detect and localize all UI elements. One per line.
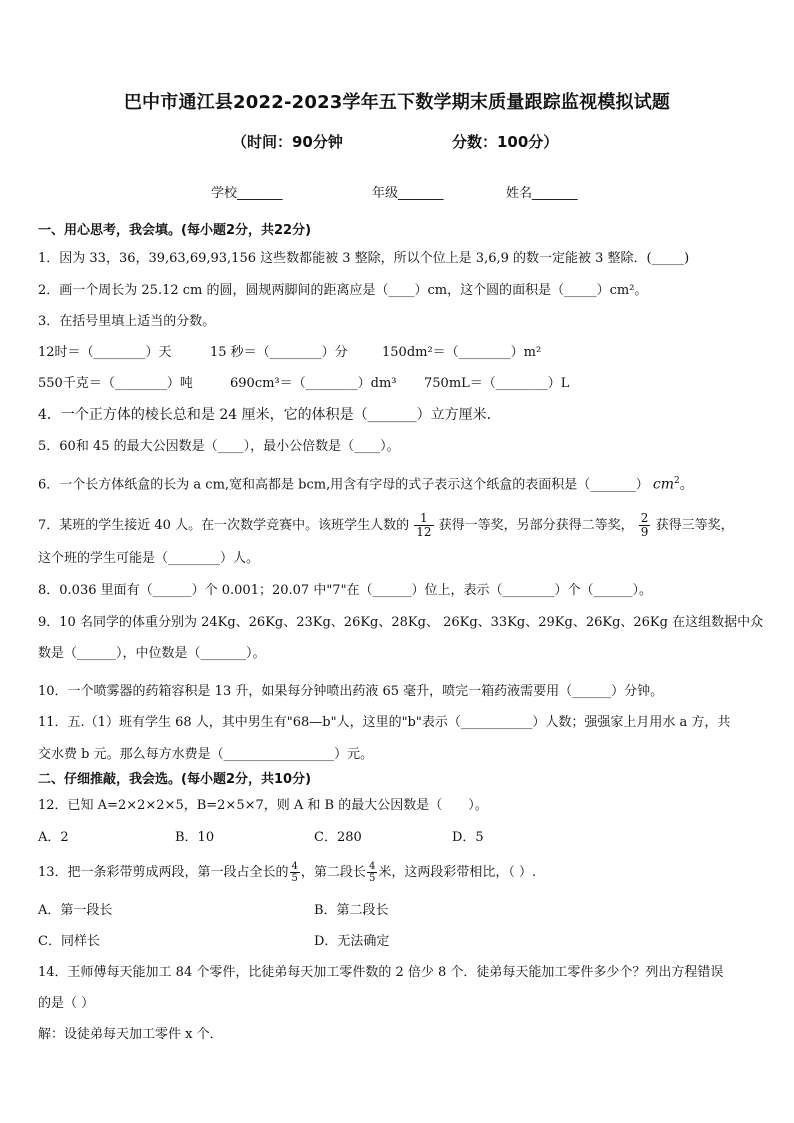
question-7-line-2: 这个班的学生可能是（________）人。 [38, 551, 260, 566]
exam-time: （时间：90分钟 [232, 133, 343, 151]
question-12-option-d: D．5 [452, 830, 484, 845]
question-4: 4．一个正方体的棱长总和是 24 厘米，它的体积是（_______）立方厘米. [38, 407, 492, 423]
question-7-part-3: 获得三等奖， [655, 518, 734, 533]
fraction-denominator: 5 [291, 873, 298, 884]
question-12-option-b: B．10 [175, 830, 215, 845]
question-3-e: 690cm³＝（________）dm³ [230, 376, 397, 391]
question-3-d: 550千克＝（________）吨 [38, 376, 193, 391]
question-13-fraction-1 [290, 861, 300, 884]
question-13-part-1: 13．把一条彩带剪成两段，第一段占全长的 [38, 865, 289, 880]
fraction-denominator: 12 [416, 525, 432, 539]
question-3-stem: 3．在括号里填上适当的分数。 [38, 314, 216, 329]
question-1: 1．因为 33，36，39,63,69,93,156 这些数都能被 3 整除，所以个位上是 3,6,9 的数一定能被 3 整除．(_____) [38, 251, 690, 266]
question-10: 10．一个喷雾器的药箱容积是 13 升，如果每分钟喷出药液 65 毫升，喷完一箱药液需要用（______）分钟。 [38, 684, 664, 699]
question-7-part-2: 获得一等奖，另部分获得二等奖， [438, 518, 634, 533]
question-13-option-d: D．无法确定 [314, 934, 390, 949]
question-14-line-1: 14．王师傅每天能加工 84 个零件，比徒弟每天加工零件数的 2 倍少 8 个．徒弟每天能加工零件多少个？列出方程错误 [38, 965, 724, 980]
fraction-denominator: 5 [368, 873, 376, 884]
question-3-c: 150dm²＝（________）m² [382, 345, 542, 360]
question-6 [38, 472, 693, 494]
exam-title: 巴中市通江县2022-2023学年五下数学期末质量跟踪监视模拟试题 [123, 92, 671, 113]
question-13-fraction-2 [367, 861, 377, 884]
grade-field: 年级_______ [372, 186, 444, 201]
question-13-part-2: ，第二段长 [300, 865, 366, 880]
question-13-stem [38, 861, 536, 884]
question-6-unit: cm [652, 476, 674, 493]
question-11-line-2: 交水费 b 元。那么每方水费是（_________________）元。 [38, 747, 374, 762]
exam-score: 分数：100分） [452, 133, 559, 151]
question-9-line-1: 9．10 名同学的体重分别为 24Kg、26Kg、23Kg、26Kg、28Kg、 26Kg、33Kg、29Kg、26Kg、26Kg 在这组数据中众 [38, 615, 764, 630]
question-7-line-1 [38, 512, 734, 539]
question-12-stem: 12．已知 A=2×2×2×5，B=2×5×7，则 A 和 B 的最大公因数是（ ）。 [38, 798, 488, 813]
question-13-option-a: A．第一段长 [38, 903, 113, 918]
question-13-option-c: C．同样长 [38, 934, 100, 949]
question-14-line-3: 解：设徒弟每天加工零件 x 个． [38, 1027, 223, 1042]
question-13-part-3: 米，这两段彩带相比，（ ）. [378, 865, 537, 880]
question-8: 8．0.036 里面有（______）个 0.001；20.07 中"7"在（______）位上，表示（________）个（______）。 [38, 583, 653, 598]
name-field: 姓名_______ [506, 186, 578, 201]
question-2: 2．画一个周长为 25.12 cm 的圆，圆规两脚间的距离应是（____）cm，这个圆的面积是（_____）cm²。 [38, 283, 648, 298]
question-3-f: 750mL＝（________）L [424, 376, 570, 391]
question-7-fraction-2 [639, 512, 651, 539]
question-3-b: 15 秒＝（________）分 [210, 345, 348, 360]
question-6-text: 6．一个长方体纸盒的长为 a cm,宽和高都是 bcm,用含有字母的式子表示这个纸盒的表面积是（_______） [38, 477, 649, 493]
fraction-numerator: 4 [368, 861, 376, 872]
question-6-end: 。 [679, 477, 693, 493]
section-1-heading: 一、用心思考，我会填。(每小题2分，共22分) [38, 223, 312, 238]
fraction-numerator: 1 [414, 512, 433, 526]
question-7-fraction-1 [414, 512, 433, 539]
section-2-heading: 二、仔细推敲，我会选。(每小题2分，共10分) [38, 772, 312, 787]
question-12-option-c: C．280 [314, 830, 362, 845]
question-7-part-1: 7．某班的学生接近 40 人。在一次数学竞赛中。该班学生人数的 [38, 518, 410, 533]
fraction-numerator: 2 [640, 511, 649, 525]
fraction-numerator: 4 [291, 861, 298, 872]
question-3-a: 12时＝（________）天 [38, 345, 172, 360]
school-field: 学校_______ [211, 186, 283, 201]
question-11-line-1: 11．五.（1）班有学生 68 人，其中男生有"68—b"人，这里的"b"表示（___________）人数；强强家上月用水 a 方，共 [38, 715, 731, 730]
question-5: 5．60和 45 的最大公因数是（____），最小公倍数是（____）。 [38, 439, 400, 454]
question-6-power: 2 [674, 476, 680, 486]
fraction-denominator: 9 [640, 525, 649, 539]
question-14-line-2: 的是（ ） [38, 996, 95, 1011]
question-12-option-a: A．2 [38, 830, 69, 845]
question-13-option-b: B．第二段长 [314, 903, 389, 918]
question-9-line-2: 数是（______），中位数是（_______）。 [38, 646, 266, 661]
